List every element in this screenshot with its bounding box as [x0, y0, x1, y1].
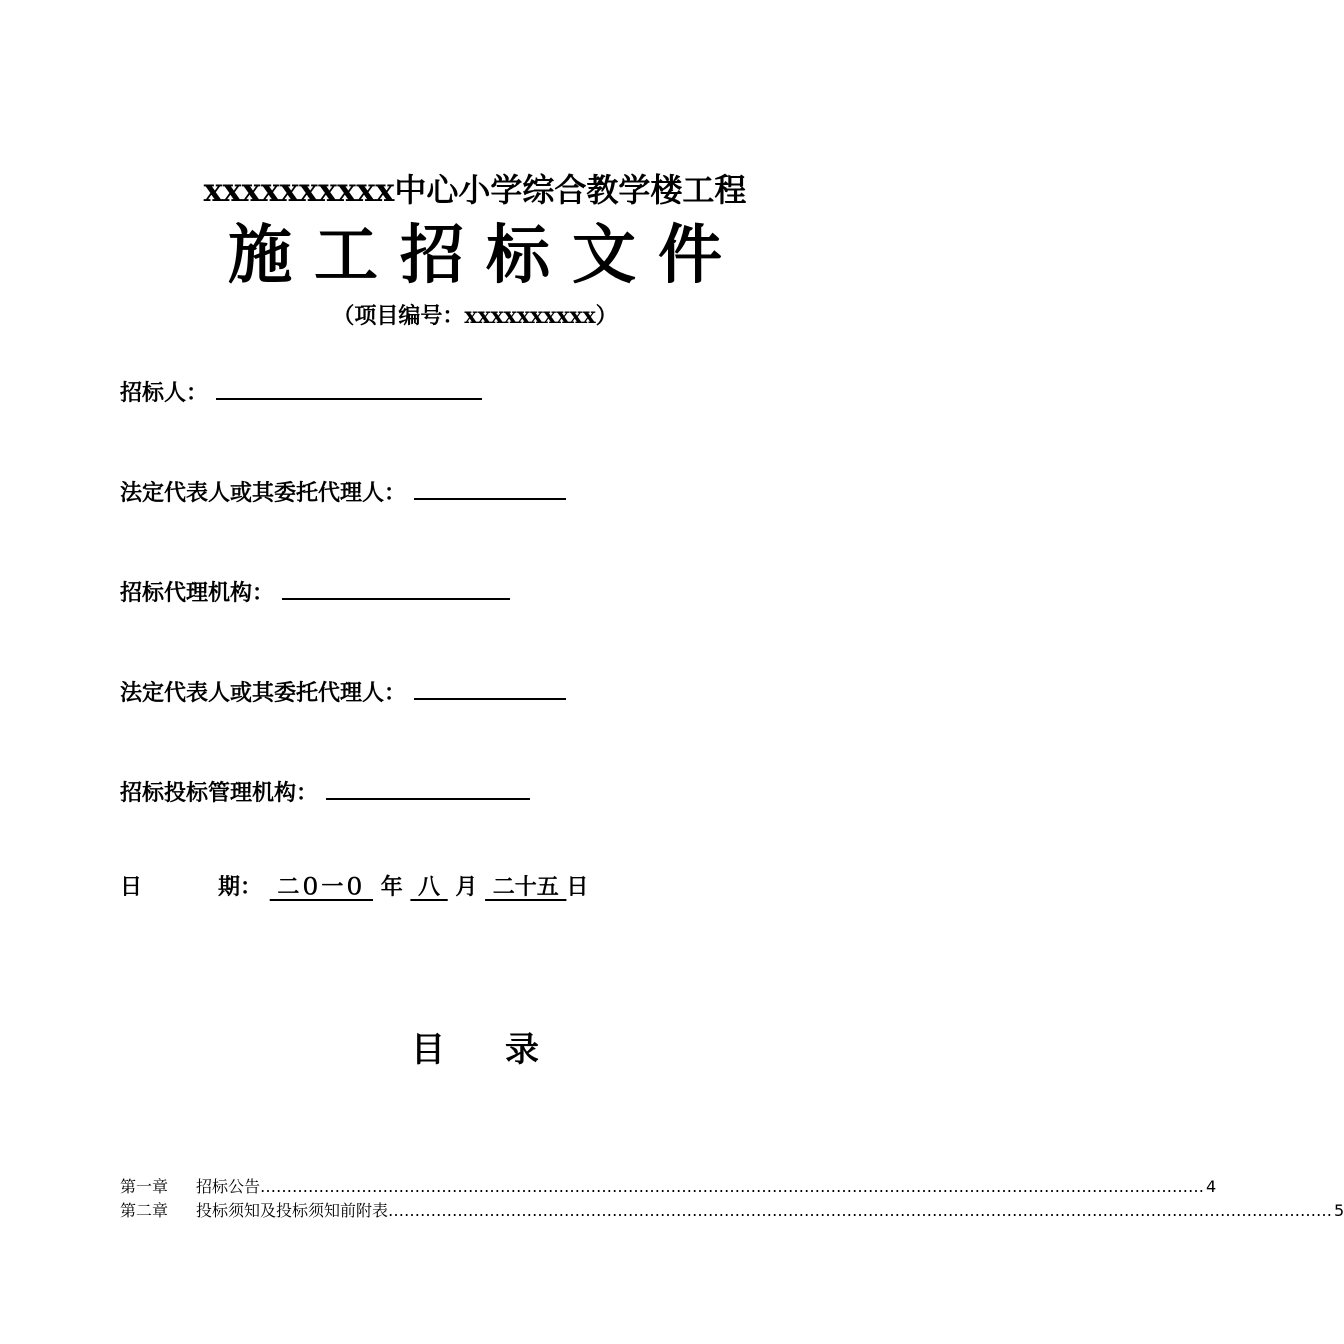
cover-title: 施工招标文件	[228, 218, 744, 293]
toc-page: 5	[1334, 1201, 1344, 1220]
toc-page: 4	[1206, 1177, 1217, 1196]
toc-title: 目录	[411, 1030, 599, 1070]
date-day-unit: 日	[566, 874, 589, 900]
toc-leader-dots: ……………………………………………………………………………………………………………………………………………………………	[260, 1177, 1205, 1196]
blank-line	[216, 376, 482, 400]
blank-line	[282, 576, 510, 600]
date-label-day: 日	[120, 874, 143, 900]
date-month-unit: 月	[455, 874, 478, 900]
blank-line	[414, 476, 566, 500]
date-month: 八	[410, 874, 448, 900]
toc-leader-dots: ……………………………………………………………………………………………………………………………………………………………	[388, 1201, 1333, 1220]
field-tenderer	[120, 376, 482, 408]
field-legal-representative-2	[120, 676, 566, 708]
toc-name: 投标须知及投标须知前附表	[196, 1201, 389, 1220]
project-number: （项目编号：xxxxxxxxxx）	[332, 303, 618, 329]
toc-entry[interactable]	[120, 1200, 1344, 1222]
date-day: 二十五	[485, 874, 567, 900]
date-label-period: 期：	[218, 874, 263, 900]
toc-chapter: 第二章	[120, 1201, 169, 1220]
field-label: 招标人：	[120, 380, 209, 406]
date-row	[120, 872, 588, 902]
field-legal-representative-1	[120, 476, 566, 508]
field-label: 招标代理机构：	[120, 580, 275, 606]
field-bidding-management-agency	[120, 776, 530, 808]
blank-line	[414, 676, 566, 700]
field-label: 招标投标管理机构：	[120, 780, 319, 806]
field-label: 法定代表人或其委托代理人：	[120, 680, 407, 706]
date-year: 二０一０	[269, 874, 374, 900]
toc-entry[interactable]	[120, 1176, 1217, 1198]
toc-chapter: 第一章	[120, 1177, 169, 1196]
date-year-unit: 年	[380, 874, 403, 900]
cover-subtitle: xxxxxxxxxx中心小学综合教学楼工程	[203, 171, 747, 209]
blank-line	[326, 776, 530, 800]
field-tender-agency	[120, 576, 510, 608]
toc-name: 招标公告	[196, 1177, 261, 1196]
field-label: 法定代表人或其委托代理人：	[120, 480, 407, 506]
